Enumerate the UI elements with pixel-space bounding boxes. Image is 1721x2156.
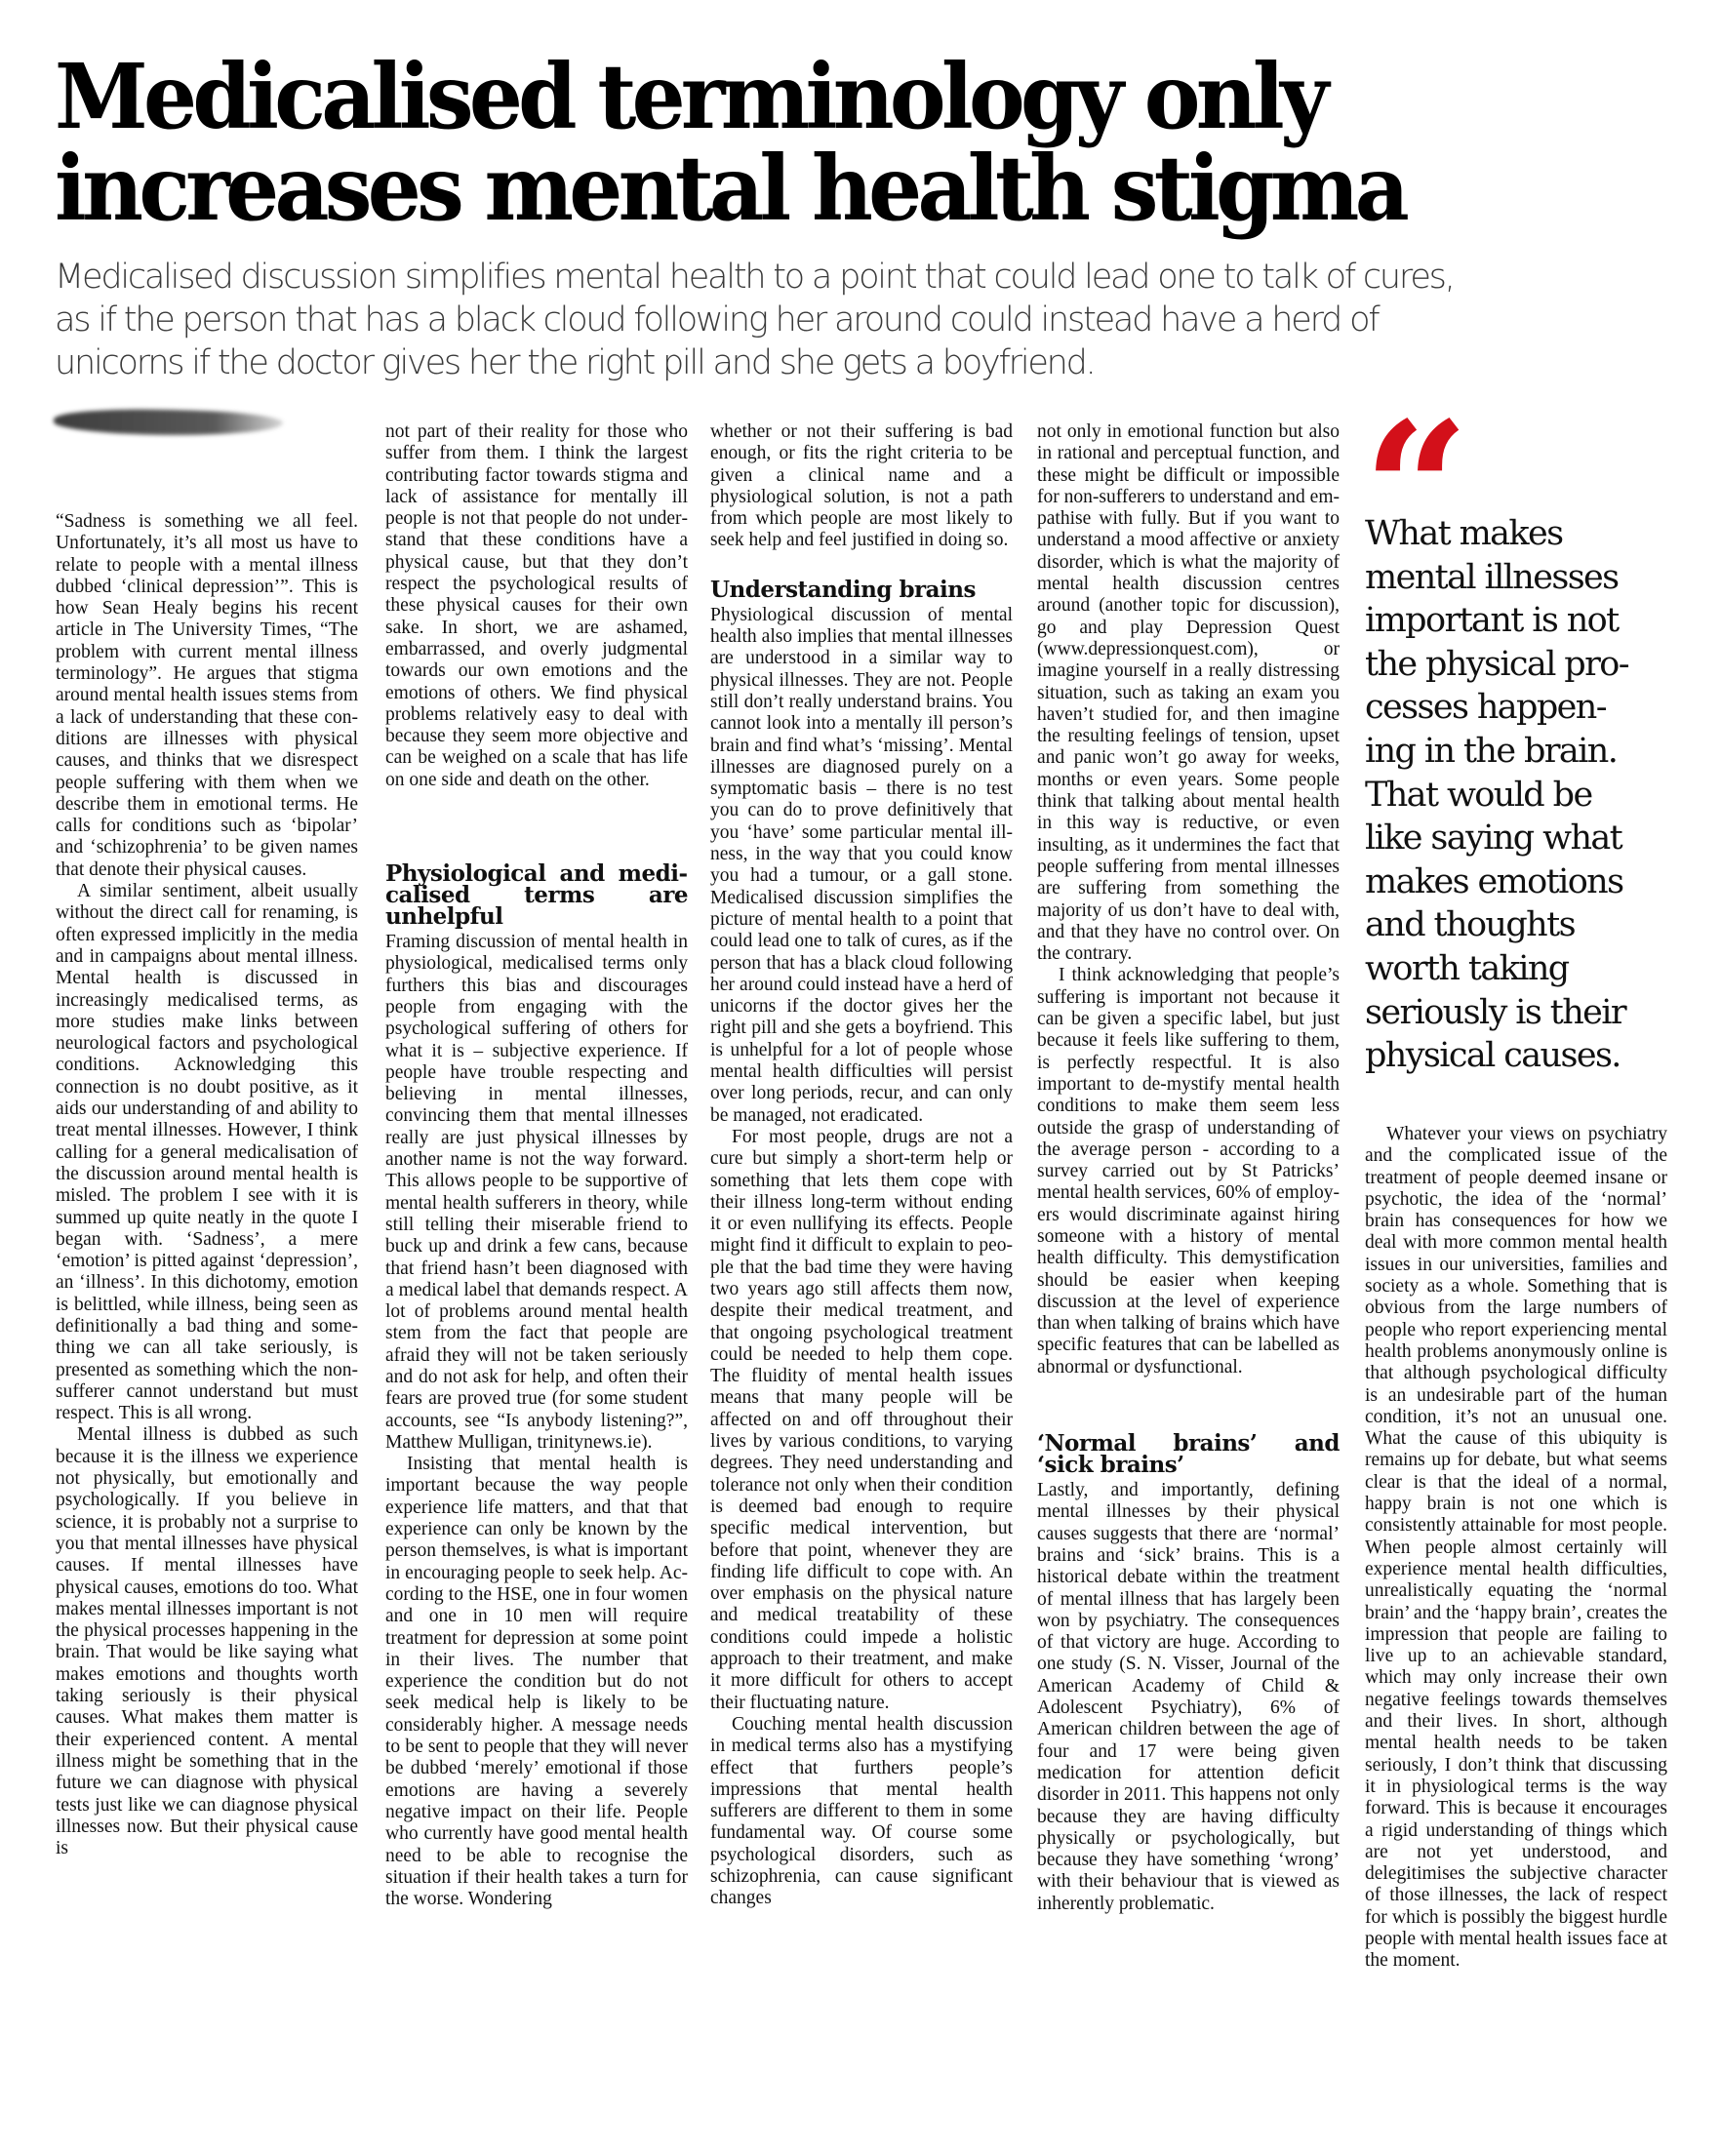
pull-quote-line: seriously is their (1365, 992, 1625, 1032)
pull-quote-line: and thoughts (1365, 905, 1575, 945)
headline (55, 44, 1674, 241)
paragraph: For most people, drugs are not a cure but simply a short-term help or something that lets them cope with their illness long-term without ending it or even nullifying its effects. People might find it difficult to explain to people that the bad time they were having two years ago still affects them now, despite their medical treatment, and that ongoing psychological treatment could be needed to help them cope. The fluidity of mental health issues means that many people will be affected on and off throughout their lives by various conditions, to varying degrees. They need understanding and tolerance not only when their condition is deemed bad enough to require specific medical intervention, but before that point, whenever they are finding life difficult to cope with. An over emphasis on the physical nature and medical treatability of these conditions could impede a holistic approach to their treatment, and make it more difficult for others to accept their fluctuating nature. (710, 1126, 1013, 1713)
standfirst-line-1: Medicalised discussion simplifies mental health to a point that could lead one to talk of cures, (55, 258, 1454, 297)
subheading: ‘Normal brains’ and ‘sick brains’ (1037, 1430, 1340, 1479)
column-4 (1037, 421, 1340, 1915)
paragraph: Physiological discussion of mental health also implies that mental illnesses are understood in a similar way to physical illnesses. They are not. People still don’t really understand brains. You cannot look into a mentally ill person’s brain and find what’s ‘missing’. Mental illnesses are diagnosed purely on a symptomatic basis – there is no test you can do to prove definitively that you ‘have’ some particular mental illness, in the way that you could know you had a tumour, or a gall stone. Medicalised discussion simplifies the picture of mental health to a point that could lead one to talk of cures, as if the person that has a black cloud following her around could instead have a herd of unicorns if the doctor gives her the right pill and she gets a boyfriend. This is unhelpful for a lot of people whose mental health difficulties will persist over long periods, recur, and can only be managed, not eradicated. (710, 604, 1013, 1126)
paragraph: A similar sentiment, albeit usually without the direct call for renaming, is often expressed implicitly in the media and in campaigns about mental illness. Mental health is discussed in increasingly medicalised terms, as more studies make links between neurological factors and psychological conditions. Acknowledging this connection is no doubt positive, as it aids our understanding of and ability to treat mental illnesses. However, I think calling for a general medicalisation of the discussion around mental health is misled. The problem I see with it is summed up quite neatly in the quote I began with. ‘Sadness’, a mere ‘emotion’ is pitted against ‘depression’, an ‘illness’. In this dichotomy, emotion is belittled, while illness, being seen as definitionally a bad thing and something we can all take seriously, is presented as something which the non-sufferer cannot understand but must respect. This is all wrong. (56, 881, 358, 1424)
headline-line-1: Medicalised terminology only (55, 44, 1325, 149)
paragraph: Whatever your views on psychiatry and the complicated issue of the treatment of people deemed insane or psychotic, the idea of the ‘normal’ brain has consequences for how we deal with more common mental health issues in our universities, families and society as a whole. Something that is obvious from the large numbers of people who report experiencing mental health problems anonymously online is that although psychological difficulty is an undesirable part of the human condition, it’s not an unusual one. What the cause of this ubiquity is remains up for debate, but what seems clear is that the ideal of a normal, happy brain is not one which is consistently attainable for most people. When people almost certainly will experience mental health difficulties, unrealistically equating the ‘normal brain’ and the ‘happy brain’, creates the impression that people are failing to live up to an achievable standard, which may only increase their own negative feelings towards themselves and their lives. In short, although mental health needs to be taken seriously, I don’t think that discussing it in physiological terms is the way forward. This is because it encourages a rigid understanding of things which are not yet understood, and delegitimises the subjective character of those illnesses, the lack of respect for which is possibly the biggest hurdle people with mental health issues face at the moment. (1365, 1124, 1667, 1972)
standfirst-line-3: unicorns if the doctor gives her the right pill and she gets a boyfriend. (55, 343, 1095, 382)
standfirst (55, 256, 1674, 384)
paragraph: Mental illness is dubbed as such because it is the illness we experience not physically, but emotionally and psychologically. If you believe in science, it is probably not a surprise to you that mental illnesses have physical causes. If mental illnesses have physical causes, emotions do too. What makes mental illnesses important is not the physical processes happening in the brain. That would be like saying what makes emotions and thoughts worth taking seriously is their physical causes. What makes them matter is their experienced content. A mental illness might be something that in the future we can diagnose with physical tests just like we can diagnose physical illnesses now. But their physical cause is (56, 1424, 358, 1859)
paragraph: Insisting that mental health is important because the way people experience life matters, and that that experience can only be known by the person themselves, is what is important in encouraging people to seek help. According to the HSE, one in four women and one in 10 men will require treatment for depression at some point in their lives. The number that experience the condition but do not seek medical help is likely to be considerably higher. A message needs to be sent to people that they will never be dubbed ‘merely’ emotional if those emotions are having a severely negative impact on their life. People who currently have good mental health need to be able to recognise the situation if their health takes a turn for the worse. Wondering (385, 1454, 688, 1910)
pull-quote-line: mental illnesses (1365, 557, 1619, 597)
paragraph: whether or not their suffering is bad enough, or fits the right criteria to be given a clinical name and a physiological solution, is not a path from which people are most likely to seek help and feel justified in doing so. (710, 421, 1013, 551)
column-2 (385, 421, 688, 1910)
pull-quote-line: worth taking (1365, 948, 1569, 988)
quote-mark-icon (1363, 398, 1490, 486)
pull-quote-line: physical causes. (1365, 1036, 1621, 1076)
paragraph: I think acknowledging that people’s suffering is important not because it can be given a specific label, but just because it feels like suffering to them, is perfectly respectful. It is also important to de-mystify mental health conditions to make them seem less outside the grasp of understanding of the average person - according to a survey carried out by St Patricks’ mental health services, 60% of employers would discriminate against hiring someone with a history of mental health difficulty. This demystification should be easier when keeping discussion at the level of experience than when talking of brains which have specific features that can be labelled as abnormal or dysfunctional. (1037, 965, 1340, 1377)
pull-quote-line: the physical pro- (1365, 644, 1628, 684)
subheading: Understanding brains (710, 576, 976, 603)
subheading: Physiological and medicalised terms are unhelpful (385, 860, 688, 931)
paragraph: not only in emotional function but also in rational and perceptual function, and these might be difficult or impossible for non-sufferers to understand and empathise with fully. But if you want to understand a mood affective or anxiety disorder, which is what the majority of mental health discussion centres around (another topic for discussion), go and play Depression Quest (www.depressionquest.com), or imagine yourself in a really distressing situation, such as taking an exam you haven’t studied for, and then imagine the resulting feelings of tension, upset and panic won’t go away for weeks, months or even years. Some people think that talking about mental health in this way is reductive, or even insulting, as it undermines the fact that people suffering from mental illnesses are suffering from something the majority of us don’t have to deal with, and that they have no control over. On the contrary. (1037, 421, 1340, 965)
pull-quote-line: What makes (1365, 514, 1563, 553)
pull-quote-line: That would be (1365, 775, 1592, 815)
pull-quote-line: like saying what (1365, 818, 1622, 858)
column-5 (1365, 1124, 1667, 1973)
pull-quote (1365, 512, 1687, 1078)
column-3 (710, 421, 1013, 1910)
paragraph: not part of their reality for those who suffer from them. I think the largest contributing factor towards stigma and lack of assistance for mentally ill people is not that people do not understand that these conditions have a physical cause, but that they don’t respect the psychological results of these physical causes for their own sake. In short, we are ashamed, embarrassed, and overly judgmental towards our own emotions and the emotions of others. We find physical problems relatively easy to deal with because they seem more objective and can be weighed on a scale that has life on one side and death on the other. (385, 421, 688, 790)
pull-quote-line: cesses happen- (1365, 688, 1606, 728)
pull-quote-line: ing in the brain. (1365, 731, 1618, 771)
column-1 (56, 511, 358, 1859)
paragraph: Couching mental health discussion in medical terms also has a mystifying effect that furthers people’s impressions that mental health sufferers are different to them in some fundamental way. Of course some psychological disorders, such as schizophrenia, can cause significant changes (710, 1713, 1013, 1909)
headline-line-2: increases mental health stigma (55, 136, 1406, 241)
paragraph: “Sadness is something we all feel. Unfortunately, it’s all most us have to relate to people with a mental illness dubbed ‘clinical depression’”. This is how Sean Healy begins his recent article in The University Times, “The problem with current mental illness terminology”. He argues that stigma around mental health issues stems from a lack of understanding that these conditions are illnesses with physical causes, and thinks that we disrespect people suffering with them when we describe them in emotional terms. He calls for conditions such as ‘bipolar’ and ‘schizophrenia’ to be given names that denote their physical causes. (56, 511, 358, 880)
paragraph: Framing discussion of mental health in physiological, medicalised terms only furthers this bias and discourages people from engaging with the psychological suffering of others for what it is – subjective experience. If people have trouble respecting and believing in mental illnesses, convincing them that mental illnesses really are just physical illnesses by another name is not the way forward. This allows people to be supportive of mental health sufferers in theory, while still telling their miserable friend to buck up and drink a few cans, because that friend hasn’t been diagnosed with a medical label that demands respect. A lot of problems around mental health stem from the fact that people are afraid they will not be taken seriously and do not ask for help, and often their fears are proved true (for some student accounts, see “Is anybody listening?”, Matthew Mulligan, trinitynews.ie). (385, 932, 688, 1453)
redacted-byline (54, 407, 284, 438)
pull-quote-line: important is not (1365, 601, 1619, 641)
paragraph: Lastly, and importantly, defining mental illnesses by their physical causes suggests that there are ‘normal’ brains and ‘sick’ brains. This is a historical debate within the treatment of mental illness that has largely been won by psychiatry. The consequences of that victory are huge. According to one study (S. N. Visser, Journal of the American Academy of Child & Adolescent Psychiatry), 6% of American children between the age of four and 17 were being given medication for attention deficit disorder in 2011. This happens not only because they are having difficulty physically or psychologically, but because they have something ‘wrong’ with their behaviour that is viewed as inherently problematic. (1037, 1480, 1340, 1914)
pull-quote-line: makes emotions (1365, 861, 1623, 901)
standfirst-line-2: as if the person that has a black cloud following her around could instead have a herd of (55, 300, 1379, 339)
